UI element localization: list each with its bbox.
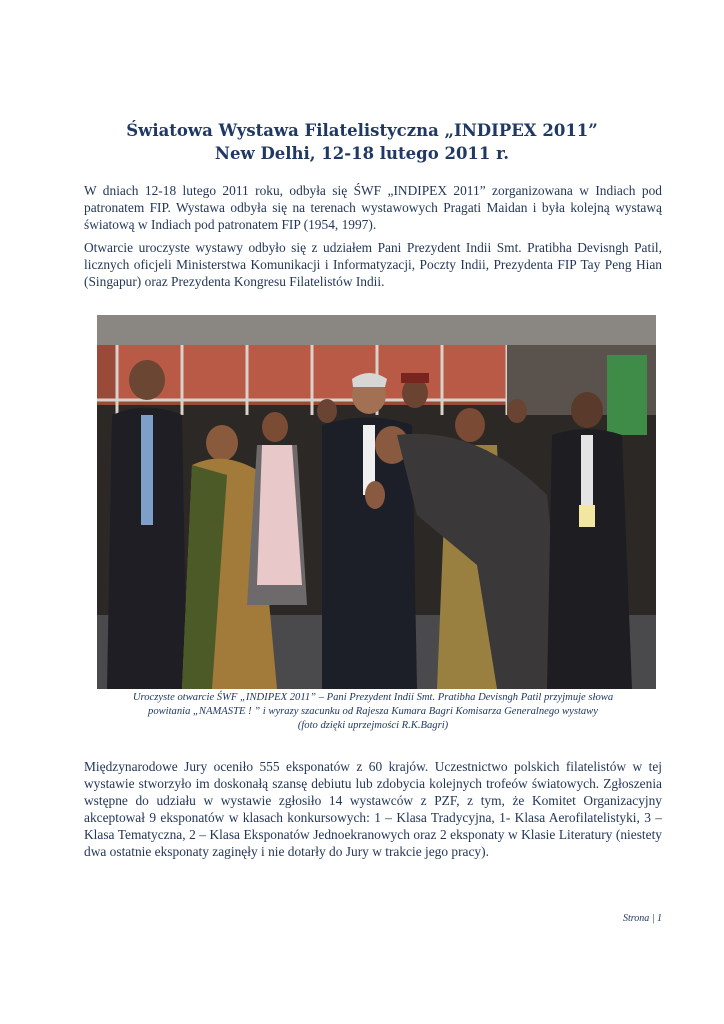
- caption-line-1: Uroczyste otwarcie ŚWF „INDIPEX 2011” – Pani Prezydent Indii Smt. Pratibha Devisngh Patil przyjmuje słowa: [132, 692, 614, 703]
- title-line-2: New Delhi, 12-18 lutego 2011 r.: [214, 144, 510, 163]
- page-number: Strona | 1: [622, 913, 662, 924]
- caption-line-3: (foto dzięki uprzejmości R.K.Bagri): [297, 720, 449, 731]
- paragraph-jury: Międzynarodowe Jury oceniło 555 eksponatów z 60 krajów. Uczestnictwo polskich filatelistów w tej wystawie stworzyło im doskonałą szansę debiutu lub zdobycia kolejnych trofeów światowych. Zgłoszenia wstępne do udziału w wystawie zgłosiło 14 wystawców z PZF, z tym, że Komitet Organizacyjny akceptował 9 eksponatów w klasach konkursowych: 1 – Klasa Tradycyjna, 1- Klasa Aerofilatelistyki, 3 – Klasa Tematyczna, 2 – Klasa Eksponatów Jednoekranowych oraz 2 eksponaty w Klasie Literatury (niestety dwa ostatnie eksponaty zaginęły i nie dotarły do Jury w trakcie jego pracy).: [84, 759, 662, 859]
- ceremony-photo: [97, 315, 656, 689]
- document-title: [60, 119, 664, 165]
- paragraph-opening: Otwarcie uroczyste wystawy odbyło się z udziałem Pani Prezydent Indii Smt. Pratibha Devisngh Patil, licznych oficjeli Ministerstwa Komunikacji i Informatyzacji, Poczty Indii, Prezydenta FIP Tay Peng Hian (Singapur) oraz Prezydenta Kongresu Filatelistów Indii.: [84, 240, 662, 289]
- title-line-1: Światowa Wystawa Filatelistyczna „INDIPEX 2011”: [126, 121, 598, 140]
- caption-line-2: powitania „NAMASTE ! ” i wyrazy szacunku od Rajesza Kumara Bagri Komisarza Generalnego wystawy: [148, 706, 598, 717]
- paragraph-intro: W dniach 12-18 lutego 2011 roku, odbyła się ŚWF „INDIPEX 2011” zorganizowana w Indiach pod patronatem FIP. Wystawa odbyła się na terenach wystawowych Pragati Maidan i była kolejną wystawą światową w Indiach pod patronatem FIP (1954, 1997).: [84, 183, 662, 232]
- photo-caption: [84, 691, 662, 733]
